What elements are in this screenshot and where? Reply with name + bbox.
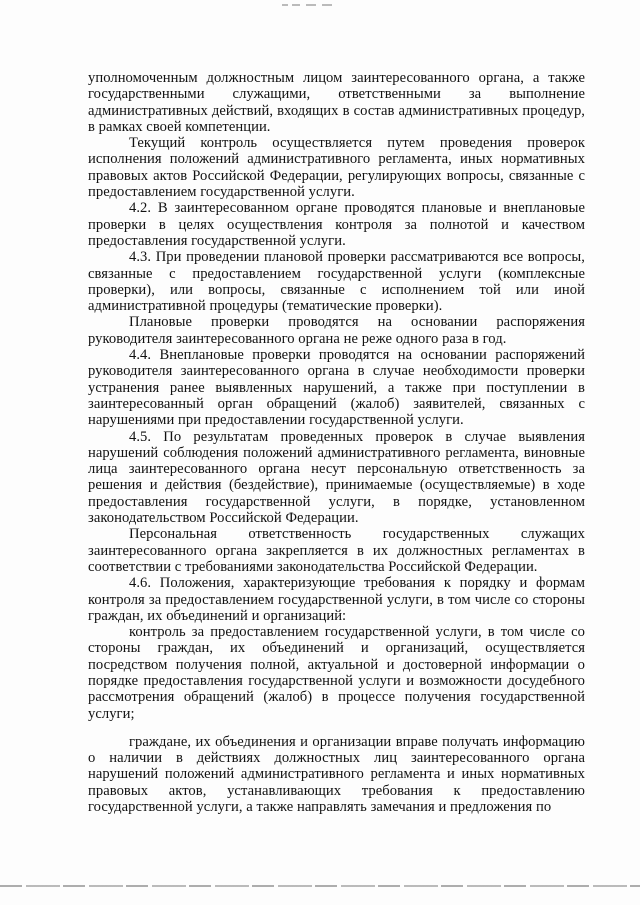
paragraph: уполномоченным должностным лицом заинтересованного органа, а также государственными служащими, ответственными за выполнение административных действий, входящих в состав административных процедур, в рамках своей компетенции.	[88, 70, 585, 135]
paragraph: контроль за предоставлением государственной услуги, в том числе со стороны граждан, их объединений и организаций, осуществляется посредством получения полной, актуальной и достоверной информации о порядке предоставления государственной услуги и возможности досудебного рассмотрения обращений (жалоб) в процессе получения государственной услуги;	[88, 624, 585, 722]
paragraph: 4.3. При проведении плановой проверки рассматриваются все вопросы, связанные с предоставлением государственной услуги (комплексные проверки), или вопросы, связанные с исполнением той или иной административной процедуры (тематические проверки).	[88, 249, 585, 315]
paragraph: 4.4. Внеплановые проверки проводятся на основании распоряжений руководителя заинтересованного органа в случае необходимости проверки устранения ранее выявленных нарушений, а также при поступлении в заинтересованный орган обращений (жалоб) заявителей, связанных с нарушениями при предоставлении государственной услуги.	[88, 347, 585, 429]
paragraph: Плановые проверки проводятся на основании распоряжения руководителя заинтересованного органа не реже одного раза в год.	[88, 314, 585, 347]
scan-artifact-top	[282, 4, 332, 6]
paragraph: Персональная ответственность государственных служащих заинтересованного органа закрепляется в их должностных регламентах в соответствии с требованиями законодательства Российской Федерации.	[88, 526, 585, 575]
paragraph: 4.6. Положения, характеризующие требования к порядку и формам контроля за предоставлением государственной услуги, в том числе со стороны граждан, их объединений и организаций:	[88, 575, 585, 624]
paragraph: Текущий контроль осуществляется путем проведения проверок исполнения положений административного регламента, иных нормативных правовых актов Российской Федерации, регулирующих вопросы, связанные с предоставлением государственной услуги.	[88, 135, 585, 201]
paragraph: 4.2. В заинтересованном органе проводятся плановые и внеплановые проверки в целях осуществления контроля за полнотой и качеством предоставления государственной услуги.	[88, 200, 585, 249]
paragraph: 4.5. По результатам проведенных проверок в случае выявления нарушений соблюдения положений административного регламента, виновные лица заинтересованного органа несут персональную ответственность за решения и действия (бездействие), принимаемые (осуществляемые) в ходе предоставления государственной услуги, в порядке, установленном законодательством Российской Федерации.	[88, 428, 585, 527]
paragraph: граждане, их объединения и организации вправе получать информацию о наличии в действиях должностных лиц заинтересованного органа нарушений положений административного регламента и иных нормативных правовых актов, устанавливающих требования к предоставлению государственной услуги, а также направлять замечания и предложения по	[88, 733, 585, 816]
document-body	[88, 70, 585, 815]
scan-artifact-bottom	[0, 885, 640, 887]
